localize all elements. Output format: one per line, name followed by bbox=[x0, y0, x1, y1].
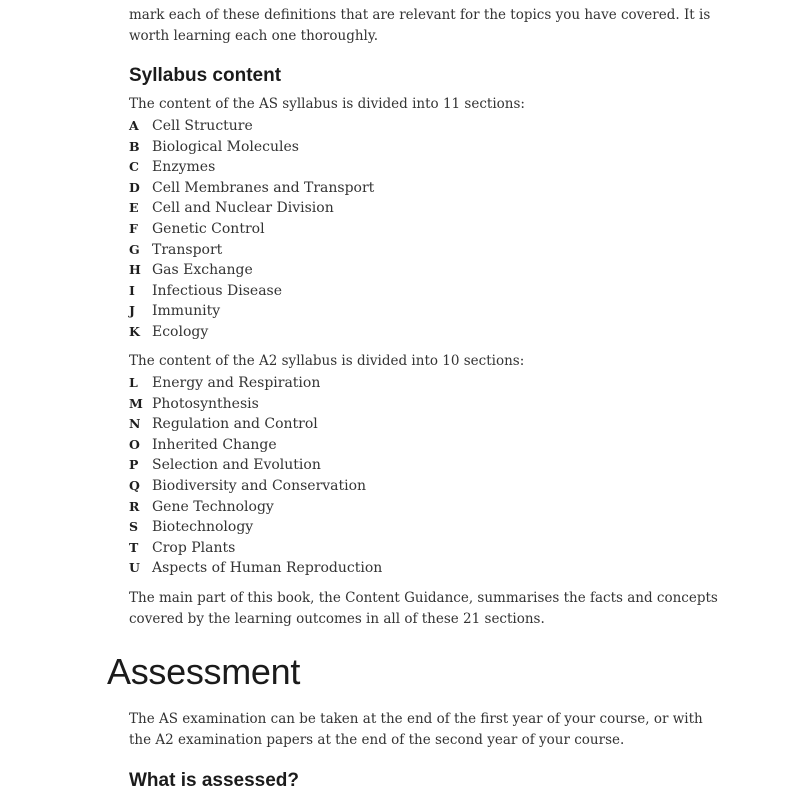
section-title: Inherited Change bbox=[152, 436, 277, 453]
section-title: Infectious Disease bbox=[152, 282, 283, 299]
intro-paragraph bbox=[129, 5, 719, 46]
section-item bbox=[129, 301, 374, 322]
section-item bbox=[129, 476, 382, 497]
section-item bbox=[129, 157, 374, 178]
section-title: Gene Technology bbox=[152, 498, 274, 515]
section-title: Enzymes bbox=[152, 159, 216, 176]
what-is-assessed-heading: What is assessed? bbox=[129, 770, 300, 791]
section-letter: D bbox=[129, 179, 140, 195]
section-letter: G bbox=[129, 241, 140, 257]
assessment-line-1: The AS examination can be taken at the end of the first year of your course, or with bbox=[129, 711, 703, 727]
intro-line-2: worth learning each one thoroughly. bbox=[129, 27, 378, 44]
a2-section-list bbox=[129, 373, 382, 579]
section-letter: Q bbox=[129, 477, 140, 493]
assessment-heading: Assessment bbox=[107, 651, 301, 692]
section-letter: L bbox=[129, 375, 138, 390]
section-letter: T bbox=[129, 539, 139, 555]
syllabus-heading: Syllabus content bbox=[129, 65, 282, 86]
section-letter: B bbox=[129, 138, 140, 154]
section-title: Cell Membranes and Transport bbox=[152, 179, 375, 196]
summary-paragraph bbox=[129, 588, 719, 629]
section-title: Immunity bbox=[152, 303, 221, 320]
section-title: Gas Exchange bbox=[152, 262, 253, 279]
section-letter: J bbox=[129, 303, 135, 319]
section-item bbox=[129, 198, 374, 219]
section-letter: I bbox=[129, 282, 135, 298]
section-title: Crop Plants bbox=[152, 539, 236, 556]
section-item bbox=[129, 414, 382, 435]
section-title: Energy and Respiration bbox=[152, 375, 321, 391]
section-item bbox=[129, 558, 382, 579]
section-title: Ecology bbox=[152, 323, 209, 340]
section-item bbox=[129, 517, 382, 538]
section-item bbox=[129, 394, 382, 415]
section-item bbox=[129, 137, 374, 158]
section-title: Regulation and Control bbox=[152, 416, 318, 433]
section-letter: R bbox=[129, 498, 140, 514]
section-item bbox=[129, 219, 374, 240]
intro-line-1: mark each of these definitions that are relevant for the topics you have covered. It is bbox=[129, 7, 711, 23]
section-letter: H bbox=[129, 262, 141, 278]
section-title: Aspects of Human Reproduction bbox=[152, 560, 383, 577]
section-item bbox=[129, 322, 374, 343]
section-item bbox=[129, 240, 374, 261]
section-title: Biological Molecules bbox=[152, 138, 299, 155]
a2-intro: The content of the A2 syllabus is divided into 10 sections: bbox=[129, 353, 525, 369]
section-letter: M bbox=[129, 395, 143, 411]
section-title: Genetic Control bbox=[152, 220, 265, 237]
section-item bbox=[129, 116, 374, 137]
section-title: Selection and Evolution bbox=[152, 457, 321, 474]
section-item bbox=[129, 281, 374, 302]
section-title: Transport bbox=[152, 241, 223, 258]
section-item bbox=[129, 455, 382, 476]
assessment-line-2: the A2 examination papers at the end of the second year of your course. bbox=[129, 731, 625, 748]
section-item bbox=[129, 373, 382, 394]
as-intro: The content of the AS syllabus is divided into 11 sections: bbox=[129, 96, 525, 112]
section-letter: K bbox=[129, 323, 140, 339]
section-item bbox=[129, 538, 382, 559]
assessment-paragraph bbox=[129, 709, 719, 750]
as-section-list bbox=[129, 116, 374, 343]
section-letter: C bbox=[129, 159, 139, 175]
section-letter: O bbox=[129, 436, 140, 452]
section-item bbox=[129, 178, 374, 199]
section-letter: A bbox=[129, 118, 139, 133]
section-title: Biodiversity and Conservation bbox=[152, 477, 367, 494]
section-letter: U bbox=[129, 560, 140, 576]
section-letter: S bbox=[129, 519, 139, 535]
section-item bbox=[129, 260, 374, 281]
section-letter: N bbox=[129, 416, 141, 432]
section-letter: E bbox=[129, 200, 139, 216]
section-title: Photosynthesis bbox=[152, 395, 259, 412]
section-item bbox=[129, 435, 382, 456]
section-title: Biotechnology bbox=[152, 519, 254, 536]
summary-line-2: covered by the learning outcomes in all of these 21 sections. bbox=[129, 610, 545, 627]
summary-line-1: The main part of this book, the Content Guidance, summarises the facts and concepts bbox=[129, 590, 718, 606]
section-title: Cell Structure bbox=[152, 118, 253, 134]
section-letter: P bbox=[129, 457, 139, 473]
section-item bbox=[129, 497, 382, 518]
section-title: Cell and Nuclear Division bbox=[152, 200, 334, 217]
section-letter: F bbox=[129, 220, 138, 236]
